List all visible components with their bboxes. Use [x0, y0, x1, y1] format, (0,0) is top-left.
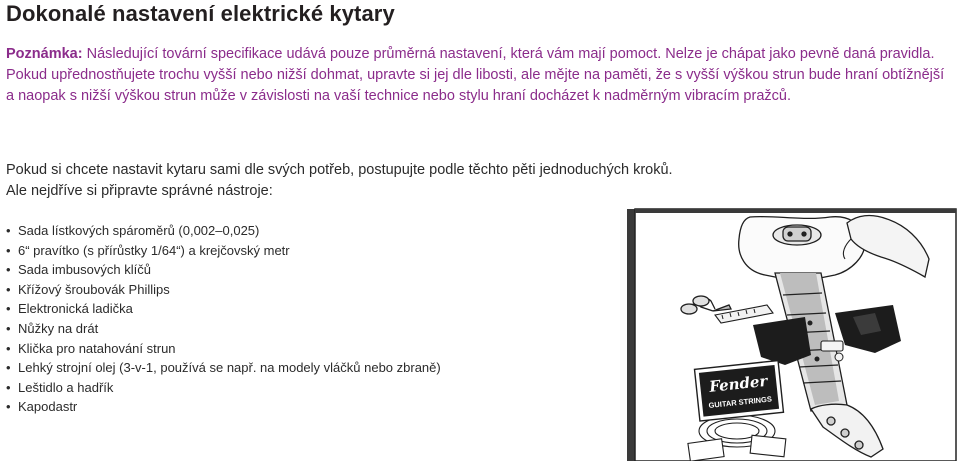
packet-label: GUITAR STRINGS [708, 394, 773, 411]
guitar-body [739, 217, 865, 281]
note-label: Poznámka: [6, 46, 83, 62]
string-envelope [750, 435, 786, 456]
tools-intro: Ale nejdříve si připravte správné nástroje: [6, 183, 273, 199]
list-item: • Křížový šroubovák Phillips [6, 280, 441, 300]
frame-top-border [635, 209, 956, 213]
list-item: • Leštidlo a hadřík [6, 378, 441, 398]
list-item: • Sada lístkových spároměrů (0,002–0,025) [6, 221, 441, 241]
fender-logo: Fender [708, 371, 769, 396]
note-text: Následující tovární specifikace udává pouze průměrná nastavení, která vám mají pomoct. Nelze je chápat jako pevně daná pravidla. Pokud upřednostňujete trochu vyšší nebo nižší dohmat, upravte si jej dle libosti, ale mějte na paměti, že s vyšší výškou strun bude hraní obtížnější a naopak s nižší výškou strun může v závislosti na vaší technice nebo stylu hraní docházet k nadměrným vibracím pražců. [6, 46, 945, 104]
bullet-icon: • [6, 281, 11, 297]
fender-string-packet [695, 361, 784, 421]
note-paragraph [6, 44, 956, 107]
bullet-icon: • [6, 340, 11, 356]
frame-left-border [627, 209, 635, 461]
bullet-icon: • [6, 360, 11, 376]
bullet-icon: • [6, 301, 11, 317]
bullet-icon: • [6, 379, 11, 395]
intro-paragraph: Pokud si chcete nastavit kytaru sami dle svých potřeb, postupujte podle těchto pěti jednoduchých kroků. [6, 162, 673, 178]
page-title: Dokonalé nastavení elektrické kytary [6, 1, 395, 26]
list-item: • 6“ pravítko (s přírůstky 1/64“) a krejčovský metr [6, 241, 441, 261]
bullet-icon: • [6, 242, 11, 258]
bullet-icon: • [6, 320, 11, 336]
bullet-icon: • [6, 262, 11, 278]
list-item: • Nůžky na drát [6, 319, 441, 339]
list-item: • Klička pro natahování strun [6, 339, 441, 359]
tuner-clip-icon [821, 341, 843, 351]
guitar-tools-illustration [625, 205, 958, 461]
list-item: • Lehký strojní olej (3-v-1, používá se např. na modely vláčků nebo zbraně) [6, 358, 441, 378]
bullet-icon: • [6, 399, 11, 415]
bullet-icon: • [6, 223, 11, 238]
list-item: • Sada imbusových klíčů [6, 260, 441, 280]
list-item: • Kapodastr [6, 397, 441, 417]
list-item: • Elektronická ladička [6, 299, 441, 319]
tools-list [6, 221, 441, 417]
